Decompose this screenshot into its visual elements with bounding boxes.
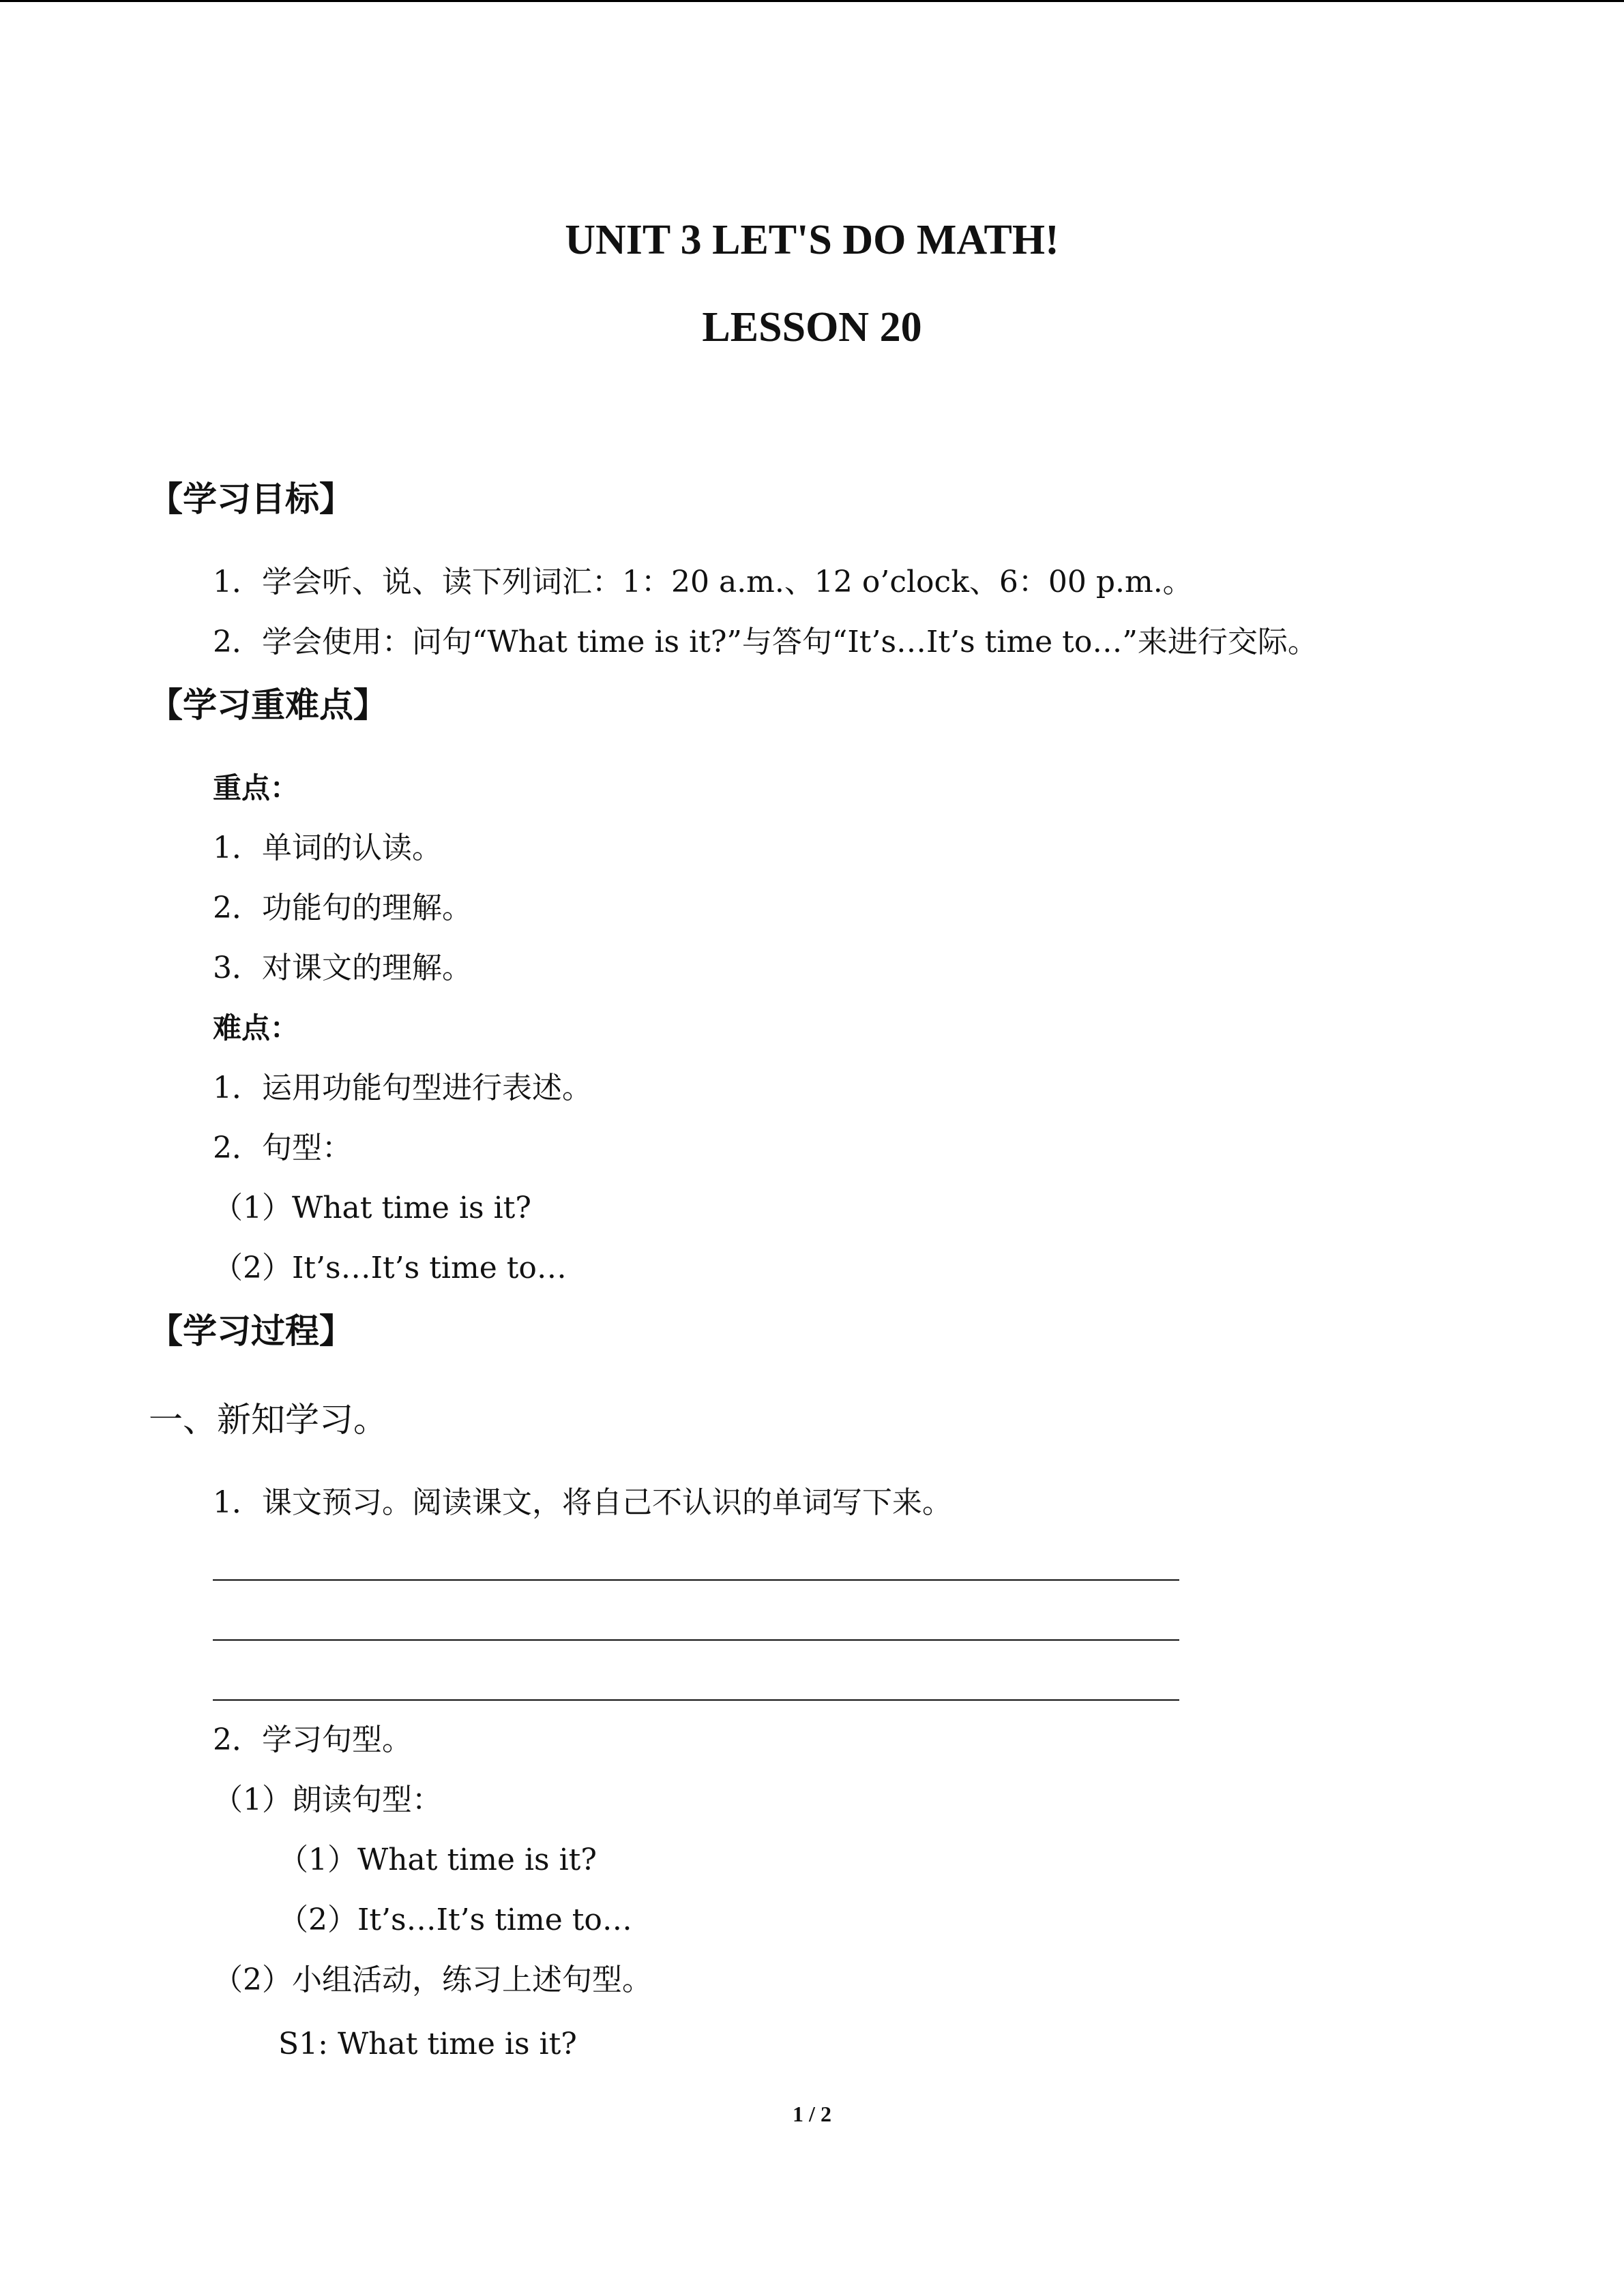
- focus-label: 重点：: [213, 771, 299, 805]
- difficulty-item-1: 1．运用功能句型进行表述。: [213, 1071, 592, 1105]
- dialogue-line: S1: What time is it?: [278, 2027, 577, 2061]
- answer-blank-line-2[interactable]: [213, 1639, 1179, 1641]
- answer-blank-line-3[interactable]: [213, 1699, 1179, 1701]
- objective-item-1: 1．学会听、说、读下列词汇：1：20 a.m.、12 o’clock、6：00 p.m.。: [213, 565, 1193, 599]
- lesson-title: LESSON 20: [702, 304, 922, 351]
- sub1-text: （1）朗读句型：: [213, 1783, 442, 1817]
- difficulty-item-4: （2）It’s…It’s time to…: [213, 1251, 567, 1285]
- answer-blank-line-1[interactable]: [213, 1579, 1179, 1581]
- part1-title: 一、新知学习。: [149, 1400, 387, 1440]
- page-number: 1 / 2: [793, 2102, 831, 2126]
- sub1-item-2: （2）It’s…It’s time to…: [278, 1903, 632, 1937]
- difficulty-label: 难点：: [213, 1011, 299, 1045]
- step2-text: 2．学习句型。: [213, 1723, 412, 1757]
- objectives-heading: 【学习目标】: [149, 479, 353, 519]
- step1-text: 1．课文预习。阅读课文，将自己不认识的单词写下来。: [213, 1485, 952, 1520]
- difficulty-item-2: 2．句型：: [213, 1131, 352, 1165]
- focus-item-2: 2．功能句的理解。: [213, 891, 472, 925]
- focus-item-1: 1．单词的认读。: [213, 831, 442, 865]
- unit-title: UNIT 3 LET'S DO MATH!: [565, 217, 1059, 263]
- process-heading: 【学习过程】: [149, 1311, 353, 1351]
- top-border-line: [0, 0, 1624, 2]
- key-points-heading: 【学习重难点】: [149, 685, 387, 725]
- focus-item-3: 3．对课文的理解。: [213, 951, 472, 985]
- difficulty-item-3: （1）What time is it?: [213, 1191, 531, 1225]
- objective-item-2: 2．学会使用：问句“What time is it?”与答句“It’s…It’s time to…”来进行交际。: [213, 625, 1318, 659]
- sub2-text: （2）小组活动，练习上述句型。: [213, 1963, 652, 1997]
- sub1-item-1: （1）What time is it?: [278, 1843, 597, 1877]
